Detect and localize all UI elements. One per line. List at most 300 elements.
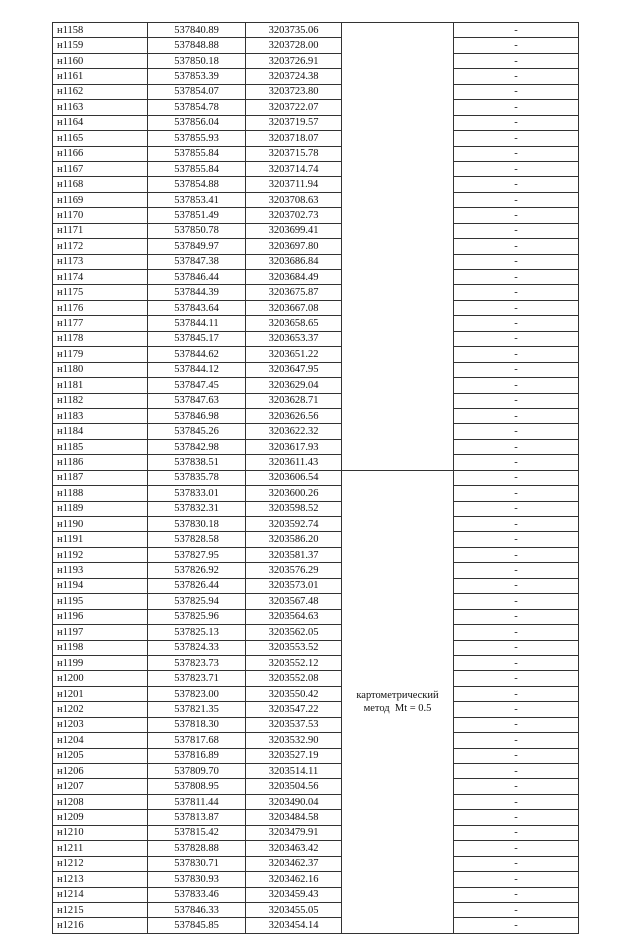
x-coordinate-cell: 537854.88 bbox=[148, 177, 246, 192]
y-coordinate-cell: 3203573.01 bbox=[246, 578, 342, 593]
y-coordinate-cell: 3203459.43 bbox=[246, 887, 342, 902]
dash-cell: - bbox=[454, 625, 579, 640]
y-coordinate-cell: 3203490.04 bbox=[246, 794, 342, 809]
x-coordinate-cell: 537823.73 bbox=[148, 655, 246, 670]
y-coordinate-cell: 3203629.04 bbox=[246, 378, 342, 393]
dash-cell: - bbox=[454, 902, 579, 917]
x-coordinate-cell: 537844.12 bbox=[148, 362, 246, 377]
point-name-cell: н1167 bbox=[53, 161, 148, 176]
table-row bbox=[53, 115, 579, 130]
point-name-cell: н1200 bbox=[53, 671, 148, 686]
point-name-cell: н1208 bbox=[53, 794, 148, 809]
table-row bbox=[53, 177, 579, 192]
x-coordinate-cell: 537850.18 bbox=[148, 53, 246, 68]
y-coordinate-cell: 3203684.49 bbox=[246, 270, 342, 285]
dash-cell: - bbox=[454, 239, 579, 254]
dash-cell: - bbox=[454, 177, 579, 192]
table-row bbox=[53, 285, 579, 300]
x-coordinate-cell: 537845.17 bbox=[148, 331, 246, 346]
table-row bbox=[53, 810, 579, 825]
dash-cell: - bbox=[454, 517, 579, 532]
x-coordinate-cell: 537845.85 bbox=[148, 918, 246, 933]
y-coordinate-cell: 3203651.22 bbox=[246, 347, 342, 362]
table-row bbox=[53, 84, 579, 99]
x-coordinate-cell: 537808.95 bbox=[148, 779, 246, 794]
table-row bbox=[53, 439, 579, 454]
x-coordinate-cell: 537821.35 bbox=[148, 702, 246, 717]
point-name-cell: н1168 bbox=[53, 177, 148, 192]
table-row bbox=[53, 794, 579, 809]
y-coordinate-cell: 3203592.74 bbox=[246, 517, 342, 532]
x-coordinate-cell: 537816.89 bbox=[148, 748, 246, 763]
table-row bbox=[53, 825, 579, 840]
point-name-cell: н1206 bbox=[53, 764, 148, 779]
x-coordinate-cell: 537846.98 bbox=[148, 408, 246, 423]
y-coordinate-cell: 3203462.37 bbox=[246, 856, 342, 871]
y-coordinate-cell: 3203686.84 bbox=[246, 254, 342, 269]
y-coordinate-cell: 3203537.53 bbox=[246, 717, 342, 732]
dash-cell: - bbox=[454, 270, 579, 285]
y-coordinate-cell: 3203626.56 bbox=[246, 408, 342, 423]
point-name-cell: н1181 bbox=[53, 378, 148, 393]
dash-cell: - bbox=[454, 501, 579, 516]
table-row bbox=[53, 655, 579, 670]
table-row bbox=[53, 455, 579, 470]
y-coordinate-cell: 3203553.52 bbox=[246, 640, 342, 655]
dash-cell: - bbox=[454, 100, 579, 115]
point-name-cell: н1163 bbox=[53, 100, 148, 115]
y-coordinate-cell: 3203628.71 bbox=[246, 393, 342, 408]
x-coordinate-cell: 537855.84 bbox=[148, 161, 246, 176]
point-name-cell: н1173 bbox=[53, 254, 148, 269]
table-row bbox=[53, 470, 579, 485]
point-name-cell: н1158 bbox=[53, 23, 148, 38]
point-name-cell: н1175 bbox=[53, 285, 148, 300]
dash-cell: - bbox=[454, 594, 579, 609]
dash-cell: - bbox=[454, 717, 579, 732]
point-name-cell: н1192 bbox=[53, 547, 148, 562]
x-coordinate-cell: 537847.45 bbox=[148, 378, 246, 393]
table-row bbox=[53, 841, 579, 856]
y-coordinate-cell: 3203504.56 bbox=[246, 779, 342, 794]
table-row bbox=[53, 38, 579, 53]
x-coordinate-cell: 537823.00 bbox=[148, 686, 246, 701]
dash-cell: - bbox=[454, 146, 579, 161]
point-name-cell: н1209 bbox=[53, 810, 148, 825]
x-coordinate-cell: 537817.68 bbox=[148, 733, 246, 748]
dash-cell: - bbox=[454, 254, 579, 269]
x-coordinate-cell: 537832.31 bbox=[148, 501, 246, 516]
x-coordinate-cell: 537825.94 bbox=[148, 594, 246, 609]
table-row bbox=[53, 717, 579, 732]
y-coordinate-cell: 3203715.78 bbox=[246, 146, 342, 161]
coordinates-table bbox=[52, 22, 579, 934]
dash-cell: - bbox=[454, 69, 579, 84]
table-row bbox=[53, 53, 579, 68]
x-coordinate-cell: 537815.42 bbox=[148, 825, 246, 840]
point-name-cell: н1162 bbox=[53, 84, 148, 99]
table-row bbox=[53, 856, 579, 871]
point-name-cell: н1207 bbox=[53, 779, 148, 794]
dash-cell: - bbox=[454, 378, 579, 393]
point-name-cell: н1170 bbox=[53, 208, 148, 223]
x-coordinate-cell: 537848.88 bbox=[148, 38, 246, 53]
table-row bbox=[53, 486, 579, 501]
table-row bbox=[53, 300, 579, 315]
table-row bbox=[53, 532, 579, 547]
dash-cell: - bbox=[454, 53, 579, 68]
y-coordinate-cell: 3203455.05 bbox=[246, 902, 342, 917]
x-coordinate-cell: 537853.39 bbox=[148, 69, 246, 84]
x-coordinate-cell: 537830.93 bbox=[148, 872, 246, 887]
method-line-2: метод Mt = 0.5 bbox=[363, 702, 432, 714]
y-coordinate-cell: 3203598.52 bbox=[246, 501, 342, 516]
table-row bbox=[53, 316, 579, 331]
table-row bbox=[53, 872, 579, 887]
point-name-cell: н1180 bbox=[53, 362, 148, 377]
point-name-cell: н1198 bbox=[53, 640, 148, 655]
table-row bbox=[53, 779, 579, 794]
table-row bbox=[53, 594, 579, 609]
point-name-cell: н1199 bbox=[53, 655, 148, 670]
x-coordinate-cell: 537854.07 bbox=[148, 84, 246, 99]
dash-cell: - bbox=[454, 887, 579, 902]
y-coordinate-cell: 3203708.63 bbox=[246, 192, 342, 207]
x-coordinate-cell: 537809.70 bbox=[148, 764, 246, 779]
x-coordinate-cell: 537828.88 bbox=[148, 841, 246, 856]
table-row bbox=[53, 887, 579, 902]
table-row bbox=[53, 609, 579, 624]
table-row bbox=[53, 501, 579, 516]
point-name-cell: н1164 bbox=[53, 115, 148, 130]
point-name-cell: н1211 bbox=[53, 841, 148, 856]
dash-cell: - bbox=[454, 393, 579, 408]
point-name-cell: н1213 bbox=[53, 872, 148, 887]
dash-cell: - bbox=[454, 779, 579, 794]
table-row bbox=[53, 733, 579, 748]
x-coordinate-cell: 537847.38 bbox=[148, 254, 246, 269]
dash-cell: - bbox=[454, 408, 579, 423]
x-coordinate-cell: 537830.18 bbox=[148, 517, 246, 532]
dash-cell: - bbox=[454, 547, 579, 562]
point-name-cell: н1194 bbox=[53, 578, 148, 593]
dash-cell: - bbox=[454, 424, 579, 439]
dash-cell: - bbox=[454, 285, 579, 300]
table-row bbox=[53, 640, 579, 655]
x-coordinate-cell: 537844.39 bbox=[148, 285, 246, 300]
table-row bbox=[53, 270, 579, 285]
dash-cell: - bbox=[454, 764, 579, 779]
point-name-cell: н1197 bbox=[53, 625, 148, 640]
point-name-cell: н1188 bbox=[53, 486, 148, 501]
y-coordinate-cell: 3203552.12 bbox=[246, 655, 342, 670]
dash-cell: - bbox=[454, 733, 579, 748]
y-coordinate-cell: 3203711.94 bbox=[246, 177, 342, 192]
dash-cell: - bbox=[454, 115, 579, 130]
y-coordinate-cell: 3203658.65 bbox=[246, 316, 342, 331]
dash-cell: - bbox=[454, 192, 579, 207]
point-name-cell: н1202 bbox=[53, 702, 148, 717]
x-coordinate-cell: 537823.71 bbox=[148, 671, 246, 686]
y-coordinate-cell: 3203728.00 bbox=[246, 38, 342, 53]
x-coordinate-cell: 537824.33 bbox=[148, 640, 246, 655]
table-row bbox=[53, 578, 579, 593]
point-name-cell: н1195 bbox=[53, 594, 148, 609]
point-name-cell: н1201 bbox=[53, 686, 148, 701]
y-coordinate-cell: 3203454.14 bbox=[246, 918, 342, 933]
point-name-cell: н1179 bbox=[53, 347, 148, 362]
dash-cell: - bbox=[454, 300, 579, 315]
x-coordinate-cell: 537825.13 bbox=[148, 625, 246, 640]
dash-cell: - bbox=[454, 810, 579, 825]
method-line-1: картометрический bbox=[356, 689, 439, 701]
point-name-cell: н1169 bbox=[53, 192, 148, 207]
y-coordinate-cell: 3203702.73 bbox=[246, 208, 342, 223]
x-coordinate-cell: 537813.87 bbox=[148, 810, 246, 825]
y-coordinate-cell: 3203714.74 bbox=[246, 161, 342, 176]
x-coordinate-cell: 537833.46 bbox=[148, 887, 246, 902]
table-row bbox=[53, 408, 579, 423]
x-coordinate-cell: 537851.49 bbox=[148, 208, 246, 223]
table-row bbox=[53, 362, 579, 377]
y-coordinate-cell: 3203722.07 bbox=[246, 100, 342, 115]
table-row bbox=[53, 702, 579, 717]
y-coordinate-cell: 3203617.93 bbox=[246, 439, 342, 454]
y-coordinate-cell: 3203611.43 bbox=[246, 455, 342, 470]
point-name-cell: н1183 bbox=[53, 408, 148, 423]
dash-cell: - bbox=[454, 316, 579, 331]
dash-cell: - bbox=[454, 856, 579, 871]
x-coordinate-cell: 537818.30 bbox=[148, 717, 246, 732]
point-name-cell: н1190 bbox=[53, 517, 148, 532]
method-cell-empty bbox=[342, 23, 454, 471]
point-name-cell: н1191 bbox=[53, 532, 148, 547]
table-row bbox=[53, 748, 579, 763]
point-name-cell: н1214 bbox=[53, 887, 148, 902]
table-row bbox=[53, 378, 579, 393]
table-row bbox=[53, 131, 579, 146]
x-coordinate-cell: 537835.78 bbox=[148, 470, 246, 485]
x-coordinate-cell: 537846.44 bbox=[148, 270, 246, 285]
x-coordinate-cell: 537856.04 bbox=[148, 115, 246, 130]
table-row bbox=[53, 239, 579, 254]
dash-cell: - bbox=[454, 455, 579, 470]
dash-cell: - bbox=[454, 671, 579, 686]
x-coordinate-cell: 537830.71 bbox=[148, 856, 246, 871]
dash-cell: - bbox=[454, 223, 579, 238]
table-row bbox=[53, 517, 579, 532]
x-coordinate-cell: 537850.78 bbox=[148, 223, 246, 238]
table-row bbox=[53, 146, 579, 161]
dash-cell: - bbox=[454, 84, 579, 99]
x-coordinate-cell: 537846.33 bbox=[148, 902, 246, 917]
y-coordinate-cell: 3203479.91 bbox=[246, 825, 342, 840]
x-coordinate-cell: 537826.92 bbox=[148, 563, 246, 578]
y-coordinate-cell: 3203462.16 bbox=[246, 872, 342, 887]
table-row bbox=[53, 347, 579, 362]
table-row bbox=[53, 331, 579, 346]
y-coordinate-cell: 3203697.80 bbox=[246, 239, 342, 254]
x-coordinate-cell: 537840.89 bbox=[148, 23, 246, 38]
y-coordinate-cell: 3203576.29 bbox=[246, 563, 342, 578]
y-coordinate-cell: 3203723.80 bbox=[246, 84, 342, 99]
y-coordinate-cell: 3203622.32 bbox=[246, 424, 342, 439]
table-row bbox=[53, 764, 579, 779]
dash-cell: - bbox=[454, 208, 579, 223]
point-name-cell: н1172 bbox=[53, 239, 148, 254]
point-name-cell: н1186 bbox=[53, 455, 148, 470]
point-name-cell: н1203 bbox=[53, 717, 148, 732]
point-name-cell: н1166 bbox=[53, 146, 148, 161]
y-coordinate-cell: 3203667.08 bbox=[246, 300, 342, 315]
point-name-cell: н1182 bbox=[53, 393, 148, 408]
table-row bbox=[53, 192, 579, 207]
point-name-cell: н1174 bbox=[53, 270, 148, 285]
table-row bbox=[53, 69, 579, 84]
point-name-cell: н1185 bbox=[53, 439, 148, 454]
dash-cell: - bbox=[454, 38, 579, 53]
x-coordinate-cell: 537828.58 bbox=[148, 532, 246, 547]
y-coordinate-cell: 3203719.57 bbox=[246, 115, 342, 130]
x-coordinate-cell: 537845.26 bbox=[148, 424, 246, 439]
y-coordinate-cell: 3203653.37 bbox=[246, 331, 342, 346]
dash-cell: - bbox=[454, 578, 579, 593]
table-row bbox=[53, 393, 579, 408]
y-coordinate-cell: 3203463.42 bbox=[246, 841, 342, 856]
dash-cell: - bbox=[454, 486, 579, 501]
dash-cell: - bbox=[454, 532, 579, 547]
y-coordinate-cell: 3203600.26 bbox=[246, 486, 342, 501]
dash-cell: - bbox=[454, 131, 579, 146]
point-name-cell: н1178 bbox=[53, 331, 148, 346]
x-coordinate-cell: 537811.44 bbox=[148, 794, 246, 809]
table-row bbox=[53, 254, 579, 269]
point-name-cell: н1193 bbox=[53, 563, 148, 578]
coordinates-table-body bbox=[53, 23, 579, 934]
dash-cell: - bbox=[454, 331, 579, 346]
x-coordinate-cell: 537854.78 bbox=[148, 100, 246, 115]
point-name-cell: н1210 bbox=[53, 825, 148, 840]
dash-cell: - bbox=[454, 347, 579, 362]
table-row bbox=[53, 563, 579, 578]
table-row bbox=[53, 208, 579, 223]
y-coordinate-cell: 3203581.37 bbox=[246, 547, 342, 562]
x-coordinate-cell: 537849.97 bbox=[148, 239, 246, 254]
table-row bbox=[53, 686, 579, 701]
table-row bbox=[53, 547, 579, 562]
y-coordinate-cell: 3203586.20 bbox=[246, 532, 342, 547]
x-coordinate-cell: 537842.98 bbox=[148, 439, 246, 454]
y-coordinate-cell: 3203724.38 bbox=[246, 69, 342, 84]
y-coordinate-cell: 3203675.87 bbox=[246, 285, 342, 300]
x-coordinate-cell: 537855.93 bbox=[148, 131, 246, 146]
y-coordinate-cell: 3203718.07 bbox=[246, 131, 342, 146]
point-name-cell: н1159 bbox=[53, 38, 148, 53]
x-coordinate-cell: 537847.63 bbox=[148, 393, 246, 408]
y-coordinate-cell: 3203532.90 bbox=[246, 733, 342, 748]
point-name-cell: н1215 bbox=[53, 902, 148, 917]
y-coordinate-cell: 3203564.63 bbox=[246, 609, 342, 624]
y-coordinate-cell: 3203567.48 bbox=[246, 594, 342, 609]
table-row bbox=[53, 161, 579, 176]
table-row bbox=[53, 424, 579, 439]
point-name-cell: н1161 bbox=[53, 69, 148, 84]
y-coordinate-cell: 3203484.58 bbox=[246, 810, 342, 825]
point-name-cell: н1160 bbox=[53, 53, 148, 68]
point-name-cell: н1184 bbox=[53, 424, 148, 439]
point-name-cell: н1165 bbox=[53, 131, 148, 146]
point-name-cell: н1205 bbox=[53, 748, 148, 763]
y-coordinate-cell: 3203514.11 bbox=[246, 764, 342, 779]
point-name-cell: н1212 bbox=[53, 856, 148, 871]
y-coordinate-cell: 3203550.42 bbox=[246, 686, 342, 701]
y-coordinate-cell: 3203552.08 bbox=[246, 671, 342, 686]
y-coordinate-cell: 3203547.22 bbox=[246, 702, 342, 717]
y-coordinate-cell: 3203606.54 bbox=[246, 470, 342, 485]
x-coordinate-cell: 537833.01 bbox=[148, 486, 246, 501]
y-coordinate-cell: 3203562.05 bbox=[246, 625, 342, 640]
x-coordinate-cell: 537855.84 bbox=[148, 146, 246, 161]
dash-cell: - bbox=[454, 362, 579, 377]
dash-cell: - bbox=[454, 563, 579, 578]
x-coordinate-cell: 537853.41 bbox=[148, 192, 246, 207]
dash-cell: - bbox=[454, 794, 579, 809]
dash-cell: - bbox=[454, 748, 579, 763]
table-row bbox=[53, 23, 579, 38]
point-name-cell: н1171 bbox=[53, 223, 148, 238]
x-coordinate-cell: 537844.62 bbox=[148, 347, 246, 362]
dash-cell: - bbox=[454, 655, 579, 670]
y-coordinate-cell: 3203527.19 bbox=[246, 748, 342, 763]
point-name-cell: н1177 bbox=[53, 316, 148, 331]
dash-cell: - bbox=[454, 825, 579, 840]
point-name-cell: н1187 bbox=[53, 470, 148, 485]
dash-cell: - bbox=[454, 841, 579, 856]
table-row bbox=[53, 918, 579, 933]
y-coordinate-cell: 3203699.41 bbox=[246, 223, 342, 238]
point-name-cell: н1216 bbox=[53, 918, 148, 933]
dash-cell: - bbox=[454, 872, 579, 887]
table-row bbox=[53, 625, 579, 640]
y-coordinate-cell: 3203647.95 bbox=[246, 362, 342, 377]
point-name-cell: н1196 bbox=[53, 609, 148, 624]
x-coordinate-cell: 537838.51 bbox=[148, 455, 246, 470]
table-row bbox=[53, 223, 579, 238]
x-coordinate-cell: 537844.11 bbox=[148, 316, 246, 331]
dash-cell: - bbox=[454, 23, 579, 38]
dash-cell: - bbox=[454, 439, 579, 454]
method-cell bbox=[342, 470, 454, 933]
x-coordinate-cell: 537827.95 bbox=[148, 547, 246, 562]
x-coordinate-cell: 537843.64 bbox=[148, 300, 246, 315]
dash-cell: - bbox=[454, 918, 579, 933]
point-name-cell: н1176 bbox=[53, 300, 148, 315]
table-row bbox=[53, 671, 579, 686]
y-coordinate-cell: 3203735.06 bbox=[246, 23, 342, 38]
x-coordinate-cell: 537826.44 bbox=[148, 578, 246, 593]
dash-cell: - bbox=[454, 470, 579, 485]
x-coordinate-cell: 537825.96 bbox=[148, 609, 246, 624]
dash-cell: - bbox=[454, 702, 579, 717]
dash-cell: - bbox=[454, 640, 579, 655]
point-name-cell: н1189 bbox=[53, 501, 148, 516]
point-name-cell: н1204 bbox=[53, 733, 148, 748]
table-row bbox=[53, 100, 579, 115]
dash-cell: - bbox=[454, 686, 579, 701]
y-coordinate-cell: 3203726.91 bbox=[246, 53, 342, 68]
dash-cell: - bbox=[454, 609, 579, 624]
dash-cell: - bbox=[454, 161, 579, 176]
